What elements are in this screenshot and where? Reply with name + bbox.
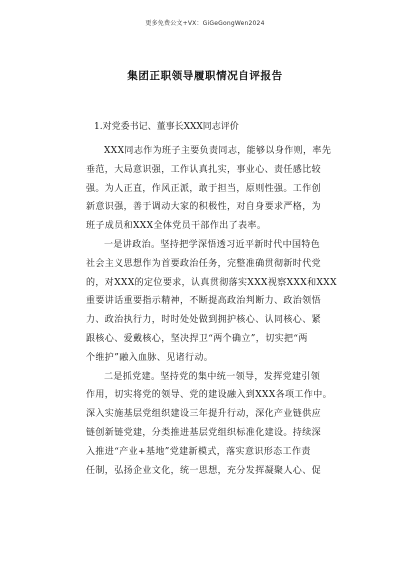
paragraph-line: XXX同志作为班子主要负责同志，能够以身作则，率先 (104, 146, 332, 156)
paragraph (86, 368, 348, 481)
paragraph-line: 深入实施基层党组织建设三年提升行动，深化产业链供应 (86, 409, 322, 420)
paragraph-line: 任制，弘扬企业文化，统一思想，充分发挥凝聚人心、促 (86, 465, 322, 476)
paragraph (86, 236, 348, 368)
document-title: 集团正职领导履职情况自评报告 (127, 70, 283, 82)
paragraph-line: 作用，切实将党的领导、党的建设融入到XXX各项工作中。 (86, 390, 333, 401)
paragraph-line: 重要讲话重要指示精神，不断提高政治判断力、政治领悟 (86, 296, 322, 307)
paragraph-line: 力、政治执行力，时时处处做到拥护核心、认同核心、紧 (86, 315, 322, 326)
header-note: 更多免费公文+VX：GiGeGongWen2024 (145, 20, 265, 27)
paragraph-line: 入推进“产业+基地”党建新模式，落实意识形态工作责 (86, 446, 311, 457)
paragraph-line: 个维护”融入血脉、见诸行动。 (86, 352, 214, 363)
document-body (86, 118, 348, 480)
paragraph-line: 新意识强，善于调动大家的积极性，对自身要求严格，为 (86, 202, 322, 213)
paragraph-line: 班子成员和XXX全体党员干部作出了表率。 (86, 221, 267, 232)
paragraph (86, 142, 348, 236)
paragraph-line: 社会主义思想作为首要政治任务，完整准确贯彻新时代党 (86, 258, 322, 269)
paragraph-line: 强。为人正直，作风正派，敢于担当，原则性强。工作创 (86, 183, 322, 194)
section-heading: 1.对党委书记、董事长XXX同志评价 (94, 122, 239, 132)
paragraph-line: 的，对XXX的定位要求，认真贯彻落实XXX视察XXX和XXX (86, 277, 337, 288)
paragraph-line: 链创新链党建，分类推进基层党组织标准化建设。持续深 (86, 427, 322, 438)
paragraph-line: 二是抓党建。坚持党的集中统一领导，发挥党建引领 (104, 371, 321, 382)
paragraph-line: 垂范，大局意识强，工作认真扎实，事业心、责任感比较 (86, 164, 322, 175)
paragraph-line: 跟核心、爱戴核心，坚决捍卫“两个确立”，切实把“两 (86, 333, 308, 344)
paragraph-line: 一是讲政治。坚持把学深悟透习近平新时代中国特色 (104, 239, 321, 250)
